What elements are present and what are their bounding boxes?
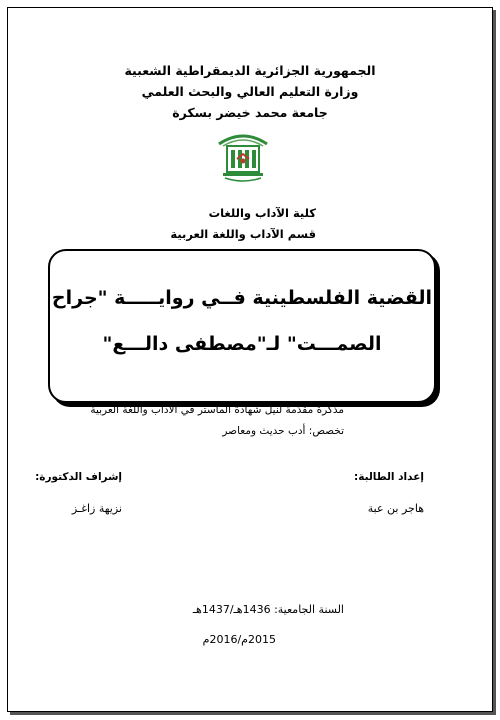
academic-year-gregorian: 2015م/2016م — [202, 633, 276, 646]
thesis-title-line-2: الصمـــت" لـ"مصطفى دالـــع" — [102, 333, 382, 355]
department-name: قسم الآداب واللغة العربية — [170, 227, 316, 241]
supervisor-label: إشراف الدكتورة: — [35, 471, 122, 483]
specialty: تخصص: أدب حديث ومعاصر — [222, 425, 344, 437]
student-label: إعداد الطالبة: — [354, 471, 424, 483]
thesis-title-line-1: القضية الفلسطينية فــي روايـــــة "جراح — [51, 287, 433, 309]
thesis-title-box — [48, 249, 436, 403]
university-emblem-icon — [213, 126, 273, 186]
supervisor-name: نزيهة زاغـز — [71, 502, 122, 515]
student-name: هاجر بن عبة — [367, 502, 424, 515]
academic-year-hijri: السنة الجامعية: 1436هـ/1437هـ — [192, 603, 344, 616]
college-name: كلية الآداب واللغات — [208, 206, 316, 220]
republic-heading: الجمهورية الجزائرية الديمقراطية الشعبية — [124, 63, 376, 78]
ministry-heading: وزارة التعليم العالي والبحث العلمي — [141, 84, 359, 99]
thesis-purpose: مذكرة مقدّمة لنيل شهادة الماستر في الآداب واللغة العربية — [90, 404, 344, 416]
university-heading: جامعة محمد خيضر بسكرة — [172, 105, 328, 120]
document-page — [7, 7, 493, 712]
